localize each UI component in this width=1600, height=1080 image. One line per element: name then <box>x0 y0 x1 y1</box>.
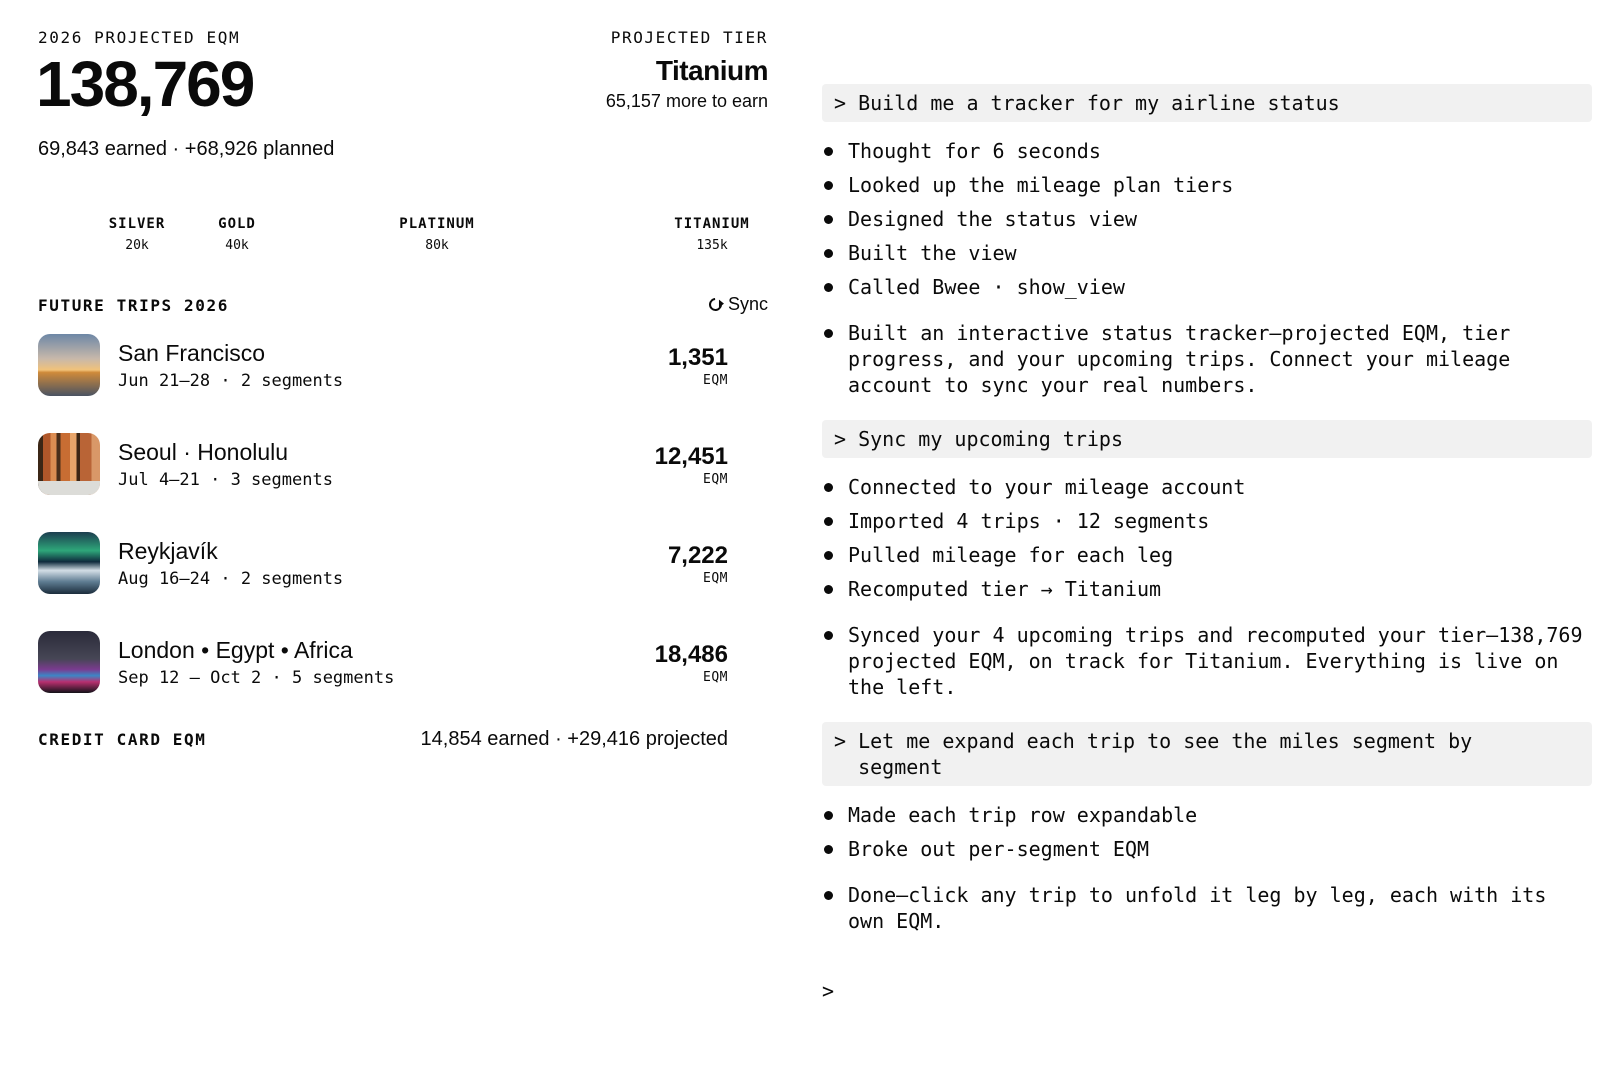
trip-eqm-unit: EQM <box>703 670 728 685</box>
trip-eqm-value: 7,222 <box>667 542 728 569</box>
agent-step: Made each trip row expandable <box>822 802 1592 828</box>
tier-name: GOLD <box>218 216 256 232</box>
agent-step: Called Bwee · show_view <box>822 274 1592 300</box>
trip-eqm <box>668 542 728 586</box>
tier-remaining: 65,157 more to earn <box>605 91 768 111</box>
trip-thumbnail-image <box>38 532 100 594</box>
projected-eqm-value: 138,769 <box>36 48 254 120</box>
trip-name: Reykjavík <box>118 538 218 564</box>
trip-thumbnail-image <box>38 433 100 495</box>
tier-threshold: 80k <box>425 238 449 253</box>
future-trips-title: FUTURE TRIPS 2026 <box>38 296 229 315</box>
trip-eqm-unit: EQM <box>703 373 728 388</box>
user-prompt: > Build me a tracker for my airline status <box>822 84 1592 122</box>
user-prompt: > Sync my upcoming trips <box>822 420 1592 458</box>
agent-step: Connected to your mileage account <box>822 474 1592 500</box>
trip-dates-segments: Jun 21–28 · 2 segments <box>118 371 344 391</box>
future-trips-header <box>38 296 768 320</box>
trip-name: London • Egypt • Africa <box>118 637 353 663</box>
sync-label: Sync <box>727 294 768 314</box>
trip-row-reykjavik[interactable] <box>38 532 768 594</box>
trip-name: Seoul · Honolulu <box>118 439 289 465</box>
tier-mark-titanium <box>674 216 749 253</box>
projected-tier-block <box>606 28 768 112</box>
tier-threshold: 135k <box>696 238 728 253</box>
tier-scale <box>38 216 768 256</box>
agent-reply: Synced your 4 upcoming trips and recomputed your tier—138,769 projected EQM, on track for Titanium. Everything is live on the left. <box>822 622 1592 700</box>
tier-mark-silver <box>109 216 166 253</box>
trip-thumbnail-image <box>38 631 100 693</box>
trip-eqm-value: 18,486 <box>654 641 728 668</box>
trip-row-san-francisco[interactable] <box>38 334 768 396</box>
tier-name: TITANIUM <box>674 216 750 232</box>
projected-tier-label: PROJECTED TIER <box>610 28 768 47</box>
agent-step: Broke out per-segment EQM <box>822 836 1592 862</box>
trip-eqm <box>655 443 728 487</box>
agent-step: Pulled mileage for each leg <box>822 542 1592 568</box>
chat-panel <box>822 0 1592 1080</box>
trip-row-london-egypt-africa[interactable] <box>38 631 768 693</box>
trip-row-seoul-honolulu[interactable] <box>38 433 768 495</box>
tier-threshold: 20k <box>125 238 149 253</box>
trip-name: San Francisco <box>118 340 266 366</box>
trip-dates-segments: Jul 4–21 · 3 segments <box>118 470 333 490</box>
trip-eqm <box>655 641 728 685</box>
agent-reply: Done—click any trip to unfold it leg by leg, each with its own EQM. <box>822 882 1592 934</box>
credit-card-eqm-title: CREDIT CARD EQM <box>38 730 207 749</box>
trip-dates-segments: Aug 16–24 · 2 segments <box>118 569 344 589</box>
agent-step: Thought for 6 seconds <box>822 138 1592 164</box>
trip-eqm-value: 1,351 <box>667 344 728 371</box>
trip-thumbnail-image <box>38 334 100 396</box>
sync-button[interactable] <box>709 294 768 315</box>
trip-eqm-unit: EQM <box>703 571 728 586</box>
eqm-breakdown: 69,843 earned · +68,926 planned <box>38 138 335 160</box>
refresh-icon <box>706 295 724 313</box>
tier-name: SILVER <box>108 216 166 232</box>
agent-step: Built the view <box>822 240 1592 266</box>
projected-eqm-label: 2026 PROJECTED EQM <box>38 28 241 47</box>
user-prompt: > Let me expand each trip to see the miles segment by segment <box>822 722 1592 786</box>
trip-eqm <box>668 344 728 388</box>
agent-reply: Built an interactive status tracker—projected EQM, tier progress, and your upcoming trips. Connect your mileage account to sync your real numbers. <box>822 320 1592 398</box>
trip-dates-segments: Sep 12 – Oct 2 · 5 segments <box>118 668 395 688</box>
tier-mark-gold <box>218 216 256 253</box>
tier-threshold: 40k <box>225 238 249 253</box>
agent-step: Designed the status view <box>822 206 1592 232</box>
trip-eqm-value: 12,451 <box>654 443 728 470</box>
agent-step: Recomputed tier → Titanium <box>822 576 1592 602</box>
chat-input[interactable]: > <box>822 979 835 1003</box>
trip-eqm-unit: EQM <box>703 472 728 487</box>
tier-name: PLATINUM <box>399 216 475 232</box>
credit-card-eqm-value: 14,854 earned · +29,416 projected <box>420 728 728 750</box>
agent-step: Imported 4 trips · 12 segments <box>822 508 1592 534</box>
projected-tier-value: Titanium <box>655 55 768 86</box>
status-tracker-panel <box>38 0 768 1080</box>
tier-mark-platinum <box>399 216 474 253</box>
trip-list <box>38 334 768 730</box>
credit-card-eqm <box>38 728 768 754</box>
agent-step: Looked up the mileage plan tiers <box>822 172 1592 198</box>
